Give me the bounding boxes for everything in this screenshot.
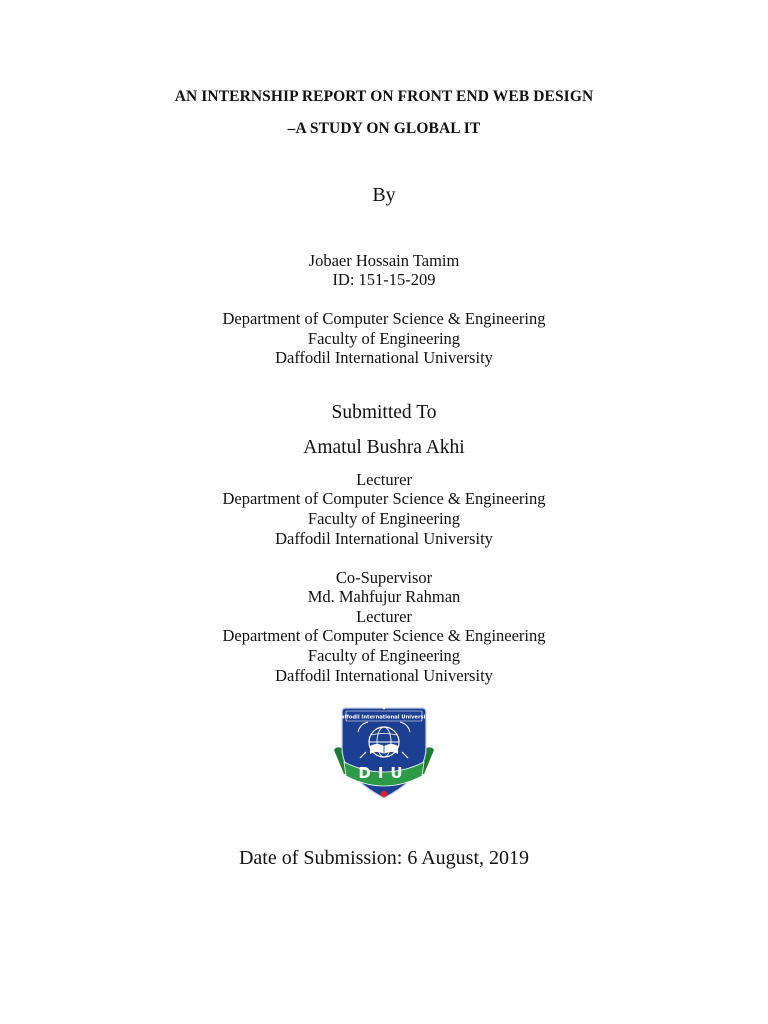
author-name: Jobaer Hossain Tamim: [308, 251, 460, 270]
supervisor-department: Department of Computer Science & Engineering: [222, 489, 546, 508]
supervisor-name: Amatul Bushra Akhi: [303, 437, 465, 458]
author-university: Daffodil International University: [275, 348, 493, 367]
co-supervisor-position: Lecturer: [356, 607, 412, 626]
supervisor-university: Daffodil International University: [275, 529, 493, 548]
submitted-to-label: Submitted To: [331, 402, 437, 423]
logo-banner-text: Daffodil International University: [336, 714, 432, 721]
logo-letters: DIU: [358, 764, 410, 782]
supervisor-faculty: Faculty of Engineering: [307, 509, 461, 528]
co-supervisor-faculty: Faculty of Engineering: [307, 646, 461, 665]
co-supervisor-label: Co-Supervisor: [335, 568, 433, 587]
co-supervisor-department: Department of Computer Science & Engineering: [222, 626, 546, 645]
report-title-line-1: AN INTERNSHIP REPORT ON FRONT END WEB DESIGN: [174, 88, 594, 105]
by-label: By: [372, 184, 396, 206]
university-logo-icon: [330, 702, 438, 802]
author-faculty: Faculty of Engineering: [307, 329, 461, 348]
author-id: ID: 151-15-209: [332, 270, 436, 289]
date-of-submission: Date of Submission: 6 August, 2019: [238, 847, 529, 869]
author-department: Department of Computer Science & Engineering: [222, 309, 546, 328]
supervisor-position: Lecturer: [356, 470, 412, 489]
report-title-line-2: –A STUDY ON GLOBAL IT: [287, 120, 481, 137]
co-supervisor-name: Md. Mahfujur Rahman: [307, 587, 461, 606]
co-supervisor-university: Daffodil International University: [275, 666, 493, 685]
